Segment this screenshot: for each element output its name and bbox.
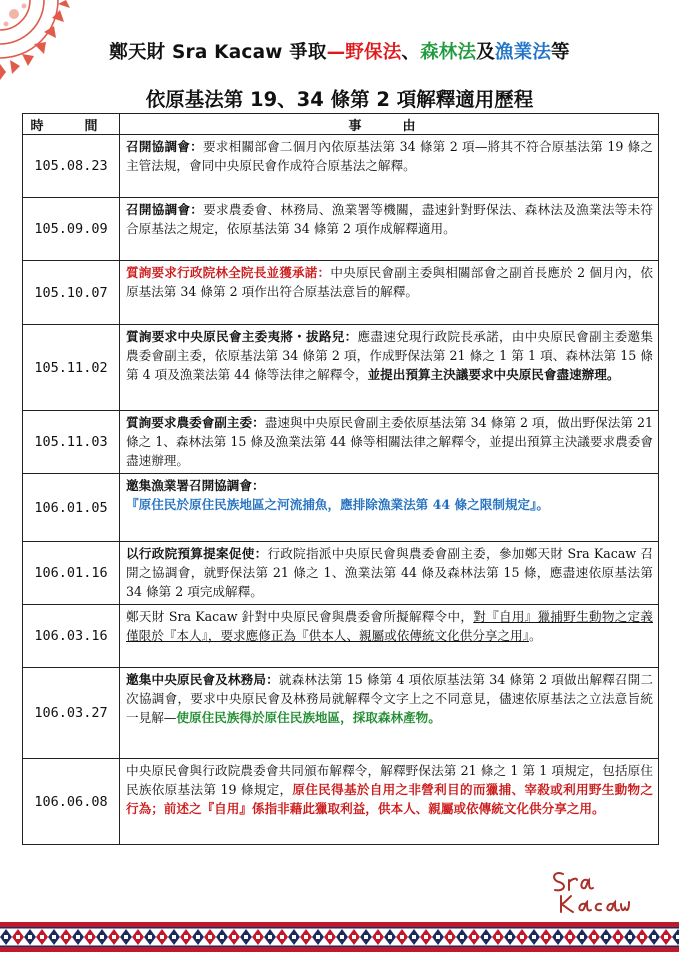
event-lead: 邀集中央原民會及林務局： bbox=[126, 672, 279, 687]
title-prefix: 鄭天財 Sra Kacaw 爭取 bbox=[109, 42, 327, 63]
event-text: 。 bbox=[529, 628, 542, 643]
row-date: 106.03.16 bbox=[23, 605, 120, 668]
event-lead: 邀集漁業署召開協調會： bbox=[126, 478, 265, 493]
row-date: 106.03.27 bbox=[23, 668, 120, 759]
row-event bbox=[120, 668, 659, 759]
title-sep: 及 bbox=[476, 42, 495, 63]
table-row bbox=[23, 605, 659, 668]
page-title bbox=[0, 38, 679, 64]
row-event bbox=[120, 474, 659, 542]
table-row bbox=[23, 542, 659, 605]
row-event bbox=[120, 411, 659, 474]
row-date: 105.09.09 bbox=[23, 198, 120, 261]
title-suffix: 等 bbox=[551, 42, 570, 63]
event-lead: 質詢要求中央原民會主委夷將・拔路兒： bbox=[126, 329, 358, 344]
event-text: 行政院指派中央原民會與農委會副主委，參加鄭天財 Sra Kacaw 召開之協調會，就野保法第 21 條之 1、漁業法第 44 條及森林法第 15 條，應盡速依原基法第 34 條第 2 項完成解釋。 bbox=[126, 546, 653, 599]
title-law-wildlife: 野保法 bbox=[345, 42, 402, 63]
table-row bbox=[23, 668, 659, 759]
row-event bbox=[120, 135, 659, 198]
woven-pattern-band bbox=[0, 922, 679, 952]
row-event bbox=[120, 198, 659, 261]
event-lead: 召開協調會： bbox=[126, 202, 204, 217]
event-text: 盡速與中央原民會副主委依原基法第 34 條第 2 項，做出野保法第 21 條之 1、森林法第 15 條及漁業法第 44 條等相關法律之解釋令，並提出預算主決議要求農委會盡速辦理。 bbox=[126, 415, 653, 468]
row-event bbox=[120, 605, 659, 668]
table-row bbox=[23, 759, 659, 845]
row-event bbox=[120, 261, 659, 325]
title-sep: 、 bbox=[401, 42, 421, 63]
event-text: 要求相關部會二個月內依原基法第 34 條第 2 項—將其不符合原基法第 19 條之主管法規，會同中央原民會作成符合原基法之解釋。 bbox=[126, 139, 653, 173]
event-text: 中央原民會副主委與相關部會之副首長應於 2 個月內，依原基法第 34 條第 2 項作出符合原基法意旨的解釋。 bbox=[126, 265, 653, 299]
column-header-event: 事 由 bbox=[120, 114, 659, 135]
event-text: 要求農委會、林務局、漁業署等機關，盡速針對野保法、森林法及漁業法等未符合原基法之規定，依原基法第 34 條第 2 項作成解釋適用。 bbox=[126, 202, 654, 236]
page-subtitle: 依原基法第 19、34 條第 2 項解釋適用歷程 bbox=[145, 88, 534, 111]
event-quote: 『原住民於原住民族地區之河流捕魚，應排除漁業法第 44 條之限制規定』。 bbox=[126, 497, 549, 512]
table-row bbox=[23, 411, 659, 474]
event-text: 就森林法第 15 條第 4 項依原基法第 34 條第 2 項做出解釋召開二次協調會，要求中央原民會及林務局就解釋令文字上之不同意見，儘速依原基法之立法意旨統一見解— bbox=[126, 672, 653, 725]
row-date: 106.01.05 bbox=[23, 474, 120, 542]
row-date: 105.11.03 bbox=[23, 411, 120, 474]
event-tail: 並提出預算主決議要求中央原民會盡速辦理。 bbox=[367, 367, 620, 382]
table-header-row bbox=[23, 114, 659, 135]
event-text: 應盡速兌現行政院長承諾，由中央原民會副主委邀集農委會副主委，依原基法第 34 條第 2 項，作成野保法第 21 條之 1 第 1 項、森林法第 15 條第 4 項及漁業法第 44 條等法律之解釋令， bbox=[126, 329, 654, 382]
column-header-date: 時 間 bbox=[23, 114, 120, 135]
title-law-forest: 森林法 bbox=[420, 42, 477, 63]
row-event bbox=[120, 542, 659, 605]
history-table bbox=[22, 113, 659, 845]
table-row bbox=[23, 325, 659, 411]
event-text: 鄭天財 Sra Kacaw 針對中央原民會與農委會所擬解釋令中， bbox=[126, 609, 474, 624]
event-text: 中央原民會與行政院農委會共同頒布解釋令，解釋野保法第 21 條之 1 第 1 項規定，包括原住民族依原基法第 19 條規定， bbox=[126, 763, 653, 797]
table-row bbox=[23, 198, 659, 261]
event-lead: 質詢要求行政院林全院長並獲承諾： bbox=[126, 265, 331, 280]
row-date: 106.01.16 bbox=[23, 542, 120, 605]
table-row bbox=[23, 261, 659, 325]
event-tail: 使原住民族得於原住民族地區，採取森林產物。 bbox=[176, 710, 441, 725]
row-date: 105.11.02 bbox=[23, 325, 120, 411]
event-tail: 原住民得基於自用之非營利目的而獵捕、宰殺或利用野生動物之行為；前述之『自用』係指非藉此獵取利益，供本人、親屬或依傳統文化供分享之用。 bbox=[126, 782, 653, 816]
title-law-fishery: 漁業法 bbox=[494, 42, 552, 63]
row-event bbox=[120, 759, 659, 845]
row-event bbox=[120, 325, 659, 411]
row-date: 105.08.23 bbox=[23, 135, 120, 198]
event-lead: 質詢要求農委會副主委： bbox=[126, 415, 265, 430]
title-dash: — bbox=[326, 42, 346, 63]
event-lead: 以行政院預算提案促使： bbox=[126, 546, 268, 561]
signature-logo bbox=[549, 866, 631, 916]
row-date: 105.10.07 bbox=[23, 261, 120, 325]
row-date: 106.06.08 bbox=[23, 759, 120, 845]
event-lead: 召開協調會： bbox=[126, 139, 203, 154]
event-underlined: 對『自用』獵捕野生動物之定義僅限於『本人』，要求應修正為『供本人、親屬或依傳統文化供分享之用』 bbox=[126, 609, 653, 643]
table-row bbox=[23, 135, 659, 198]
table-row bbox=[23, 474, 659, 542]
